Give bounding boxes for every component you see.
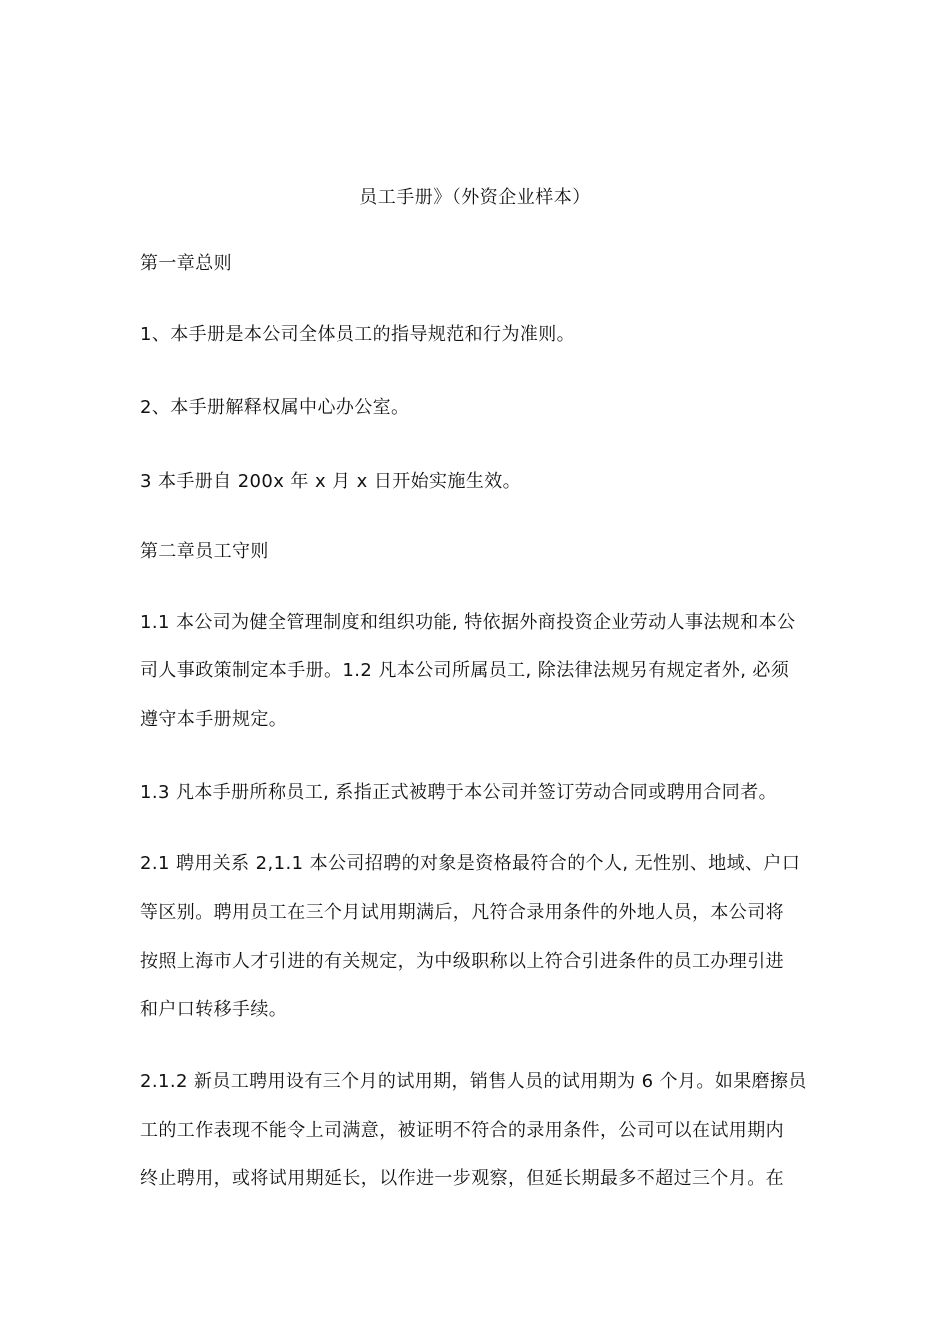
chapter-1-item-2: 2、本手册解释权属中心办公室。 (140, 397, 410, 418)
chapter-2-heading: 第二章员工守则 (140, 541, 269, 562)
paragraph-4-line-1: 2.1.2 新员工聘用设有三个月的试用期，销售人员的试用期为 6 个月。如果磨擦员 (140, 1071, 807, 1092)
paragraph-4-line-3: 终止聘用，或将试用期延长，以作进一步观察，但延长期最多不超过三个月。在 (140, 1168, 784, 1189)
paragraph-3-line-2: 等区别。聘用员工在三个月试用期满后，凡符合录用条件的外地人员，本公司将 (140, 902, 784, 923)
paragraph-1-line-1: 1.1 本公司为健全管理制度和组织功能, 特依据外商投资企业劳动人事法规和本公 (140, 612, 796, 633)
chapter-1-item-3: 3 本手册自 200x 年 x 月 x 日开始实施生效。 (140, 471, 522, 492)
paragraph-2-line-1: 1.3 凡本手册所称员工, 系指正式被聘于本公司并签订劳动合同或聘用合同者。 (140, 782, 777, 803)
chapter-1-heading: 第一章总则 (140, 253, 232, 274)
paragraph-3-line-4: 和户口转移手续。 (140, 999, 288, 1020)
paragraph-1-line-2: 司人事政策制定本手册。1.2 凡本公司所属员工, 除法律法规另有规定者外, 必须 (140, 660, 790, 681)
chapter-1-item-1: 1、本手册是本公司全体员工的指导规范和行为准则。 (140, 324, 576, 345)
paragraph-3-line-1: 2.1 聘用关系 2,1.1 本公司招聘的对象是资格最符合的个人, 无性别、地域、户口 (140, 853, 801, 874)
paragraph-3-line-3: 按照上海市人才引进的有关规定，为中级职称以上符合引进条件的员工办理引进 (140, 951, 784, 972)
paragraph-4-line-2: 工的工作表现不能令上司满意，被证明不符合的录用条件，公司可以在试用期内 (140, 1120, 784, 1141)
paragraph-1-line-3: 遵守本手册规定。 (140, 709, 288, 730)
document-title: 员工手册》（外资企业样本） (359, 187, 591, 208)
